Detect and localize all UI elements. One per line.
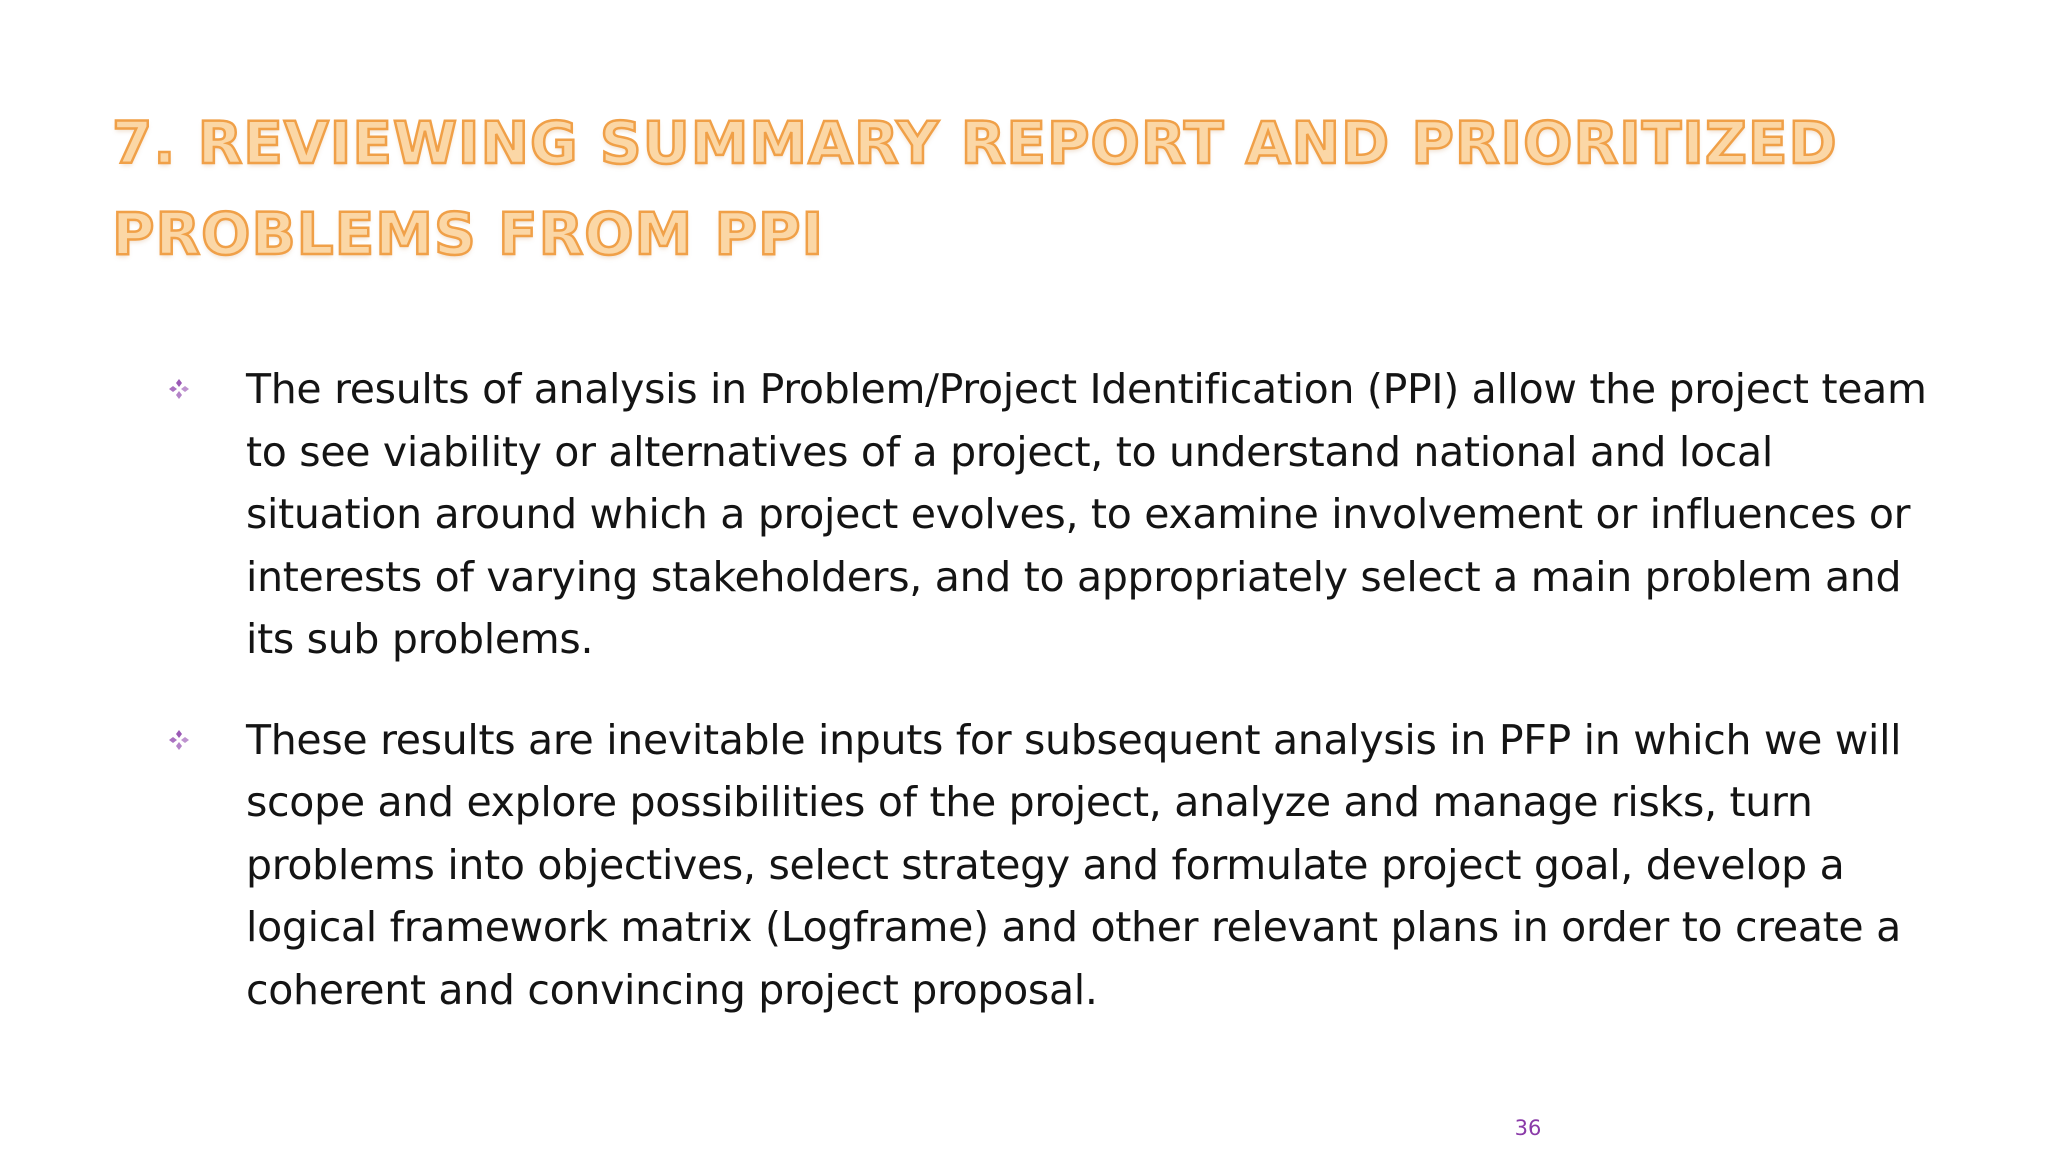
slide-title xyxy=(112,98,1838,280)
bullet-item-1 xyxy=(168,358,1948,671)
bullet-text-1: The results of analysis in Problem/Project Identification (PPI) allow the project team to see viability or alternatives of a project, to understand national and local situation around which a project evolves, to examine involvement or influences or interests of varying stakeholders, and to appropriately select a main problem and its sub problems. xyxy=(246,365,1927,663)
four-diamond-bullet-icon xyxy=(168,709,246,771)
bullet-text-2: These results are inevitable inputs for subsequent analysis in PFP in which we will scope and explore possibilities of the project, analyze and manage risks, turn problems into objectives, select strategy and formulate project goal, develop a logical framework matrix (Logframe) and other relevant plans in order to create a coherent and convincing project proposal. xyxy=(246,715,1902,1014)
slide-title-line-2: PROBLEMS FROM PPI xyxy=(112,200,825,268)
four-diamond-bullet-icon xyxy=(168,358,246,420)
bullet-item-2 xyxy=(168,709,1948,1022)
bullet-list xyxy=(168,358,1948,1059)
page-number: 36 xyxy=(1514,1116,1542,1140)
slide-title-line-1: 7. REVIEWING SUMMARY REPORT AND PRIORITIZED xyxy=(112,109,1838,177)
